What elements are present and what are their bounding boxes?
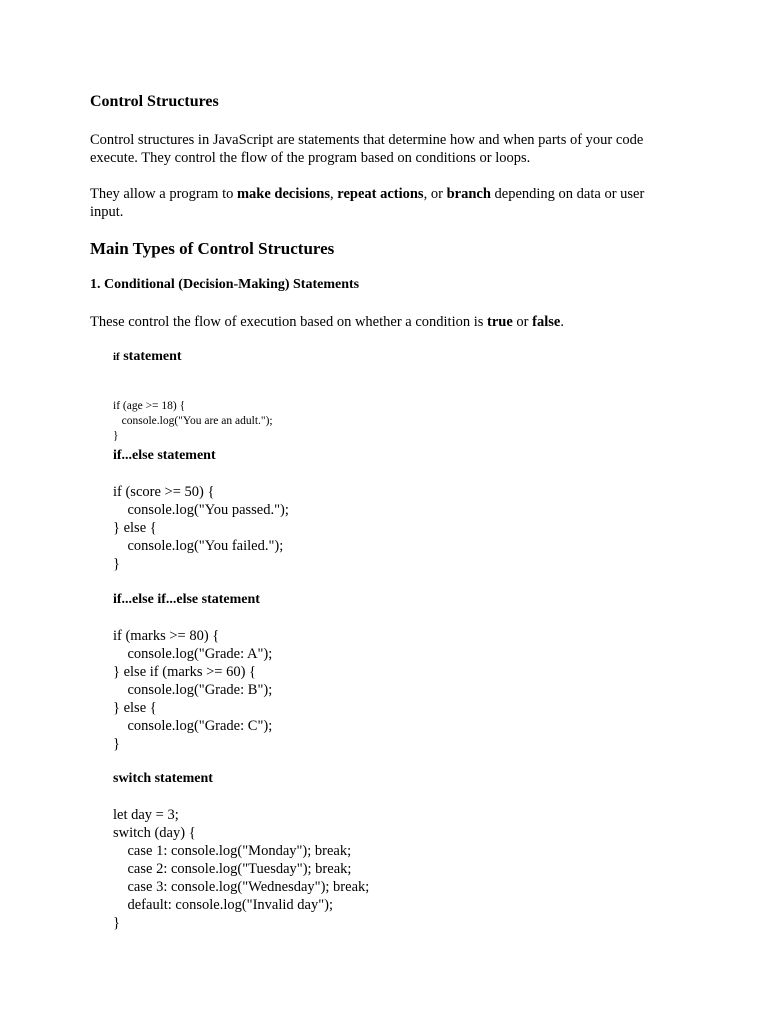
if-keyword: if: [113, 351, 120, 363]
code-line: } else if (marks >= 60) {: [113, 664, 257, 680]
code-line: console.log("Grade: B");: [113, 682, 273, 698]
switch-heading: switch statement: [113, 771, 213, 786]
main-types-heading: Main Types of Control Structures: [90, 239, 335, 258]
purpose-text-3: , or: [423, 186, 447, 202]
purpose-text-1: They allow a program to: [90, 186, 237, 202]
code-line: }: [113, 736, 120, 752]
code-line: if (marks >= 80) {: [113, 628, 220, 644]
code-line: if (age >= 18) {: [113, 400, 186, 412]
if-else-heading: if...else statement: [113, 448, 216, 463]
conditional-text-2: or: [512, 314, 533, 330]
code-line: switch (day) {: [113, 825, 196, 841]
code-line: console.log("You are an adult.");: [113, 415, 273, 427]
conditional-text-3: .: [560, 314, 564, 330]
code-line: }: [113, 556, 120, 572]
code-line: case 2: console.log("Tuesday"); break;: [113, 861, 352, 877]
if-statement-heading: [113, 349, 182, 365]
if-else-if-code-block: [113, 627, 272, 753]
code-line: console.log("You failed.");: [113, 538, 284, 554]
code-line: default: console.log("Invalid day");: [113, 897, 334, 913]
code-line: }: [113, 430, 119, 442]
conditional-bold-true: true: [487, 314, 513, 330]
code-line: } else {: [113, 520, 157, 536]
intro-paragraph: Control structures in JavaScript are statements that determine how and when parts of your code execute. They control the flow of the program based on conditions or loops.: [90, 132, 644, 166]
if-else-if-heading: if...else if...else statement: [113, 592, 260, 607]
conditional-heading: 1. Conditional (Decision-Making) Statements: [90, 277, 360, 292]
conditional-bold-false: false: [532, 314, 561, 330]
purpose-bold-make-decisions: make decisions: [236, 186, 331, 202]
switch-code-block: [113, 806, 369, 932]
purpose-bold-branch: branch: [446, 186, 491, 202]
purpose-paragraph: [90, 185, 680, 221]
code-line: console.log("Grade: C");: [113, 718, 273, 734]
if-code-block: [113, 384, 273, 444]
code-line: case 1: console.log("Monday"); break;: [113, 843, 352, 859]
if-heading-rest: statement: [119, 349, 182, 364]
purpose-text-4: depending on data or user input.: [90, 186, 645, 220]
if-else-code-block: [113, 483, 289, 573]
purpose-text-2: ,: [330, 186, 338, 202]
code-line: case 3: console.log("Wednesday"); break;: [113, 879, 370, 895]
code-line: if (score >= 50) {: [113, 484, 215, 500]
code-line: }: [113, 915, 120, 931]
conditional-paragraph: [90, 313, 564, 331]
code-line: let day = 3;: [113, 807, 179, 823]
conditional-text-1: These control the flow of execution based on whether a condition is: [90, 314, 488, 330]
code-line: console.log("You passed.");: [113, 502, 289, 518]
purpose-bold-repeat-actions: repeat actions: [337, 186, 424, 202]
code-line: } else {: [113, 700, 157, 716]
code-line: console.log("Grade: A");: [113, 646, 273, 662]
page-title: Control Structures: [90, 93, 219, 110]
